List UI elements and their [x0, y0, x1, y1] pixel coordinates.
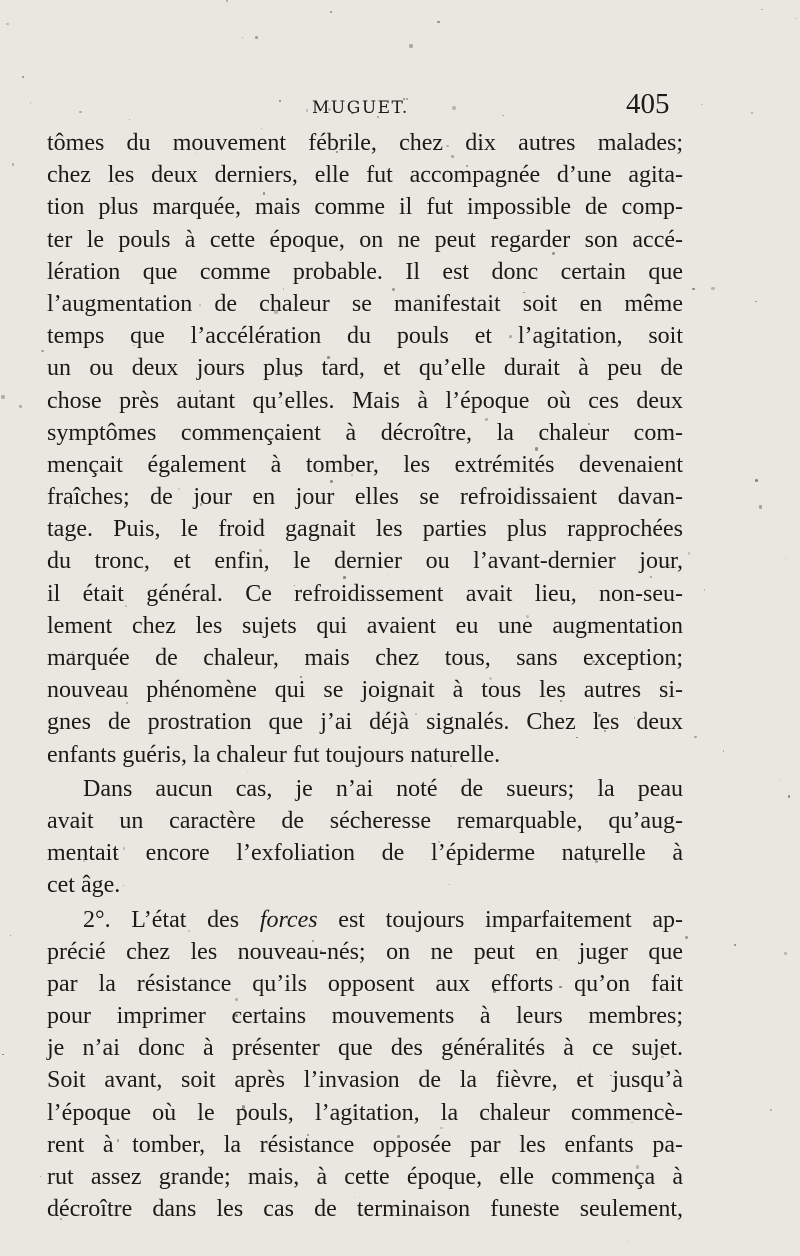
text-line: enfants guéris, la chaleur fut toujours naturelle. [47, 741, 501, 768]
text-line: un ou deux jours plus tard, et qu’elle durait à peu de [47, 355, 683, 382]
paper-speck [704, 589, 706, 591]
paper-speck [711, 287, 715, 291]
paragraph [47, 127, 683, 771]
text-line: Dans aucun cas, je n’ai noté de sueurs; la peau [83, 775, 683, 802]
paper-speck [694, 736, 696, 738]
text-line: précié chez les nouveau-nés; on ne peut en juger que [47, 938, 683, 965]
text-line: nouveau phénomène qui se joignait à tous les autres si- [47, 677, 683, 704]
text-line: mentait encore l’exfoliation de l’épiderme naturelle à [47, 840, 683, 867]
paper-speck [770, 1109, 772, 1111]
page-number: 405 [626, 88, 670, 120]
paper-speck [255, 36, 258, 39]
text-line: tion plus marquée, mais comme il fut impossible de comp- [47, 194, 683, 221]
paper-speck [226, 0, 228, 2]
paragraph [47, 773, 683, 902]
text-line: chose près autant qu’elles. Mais à l’époque où ces deux [47, 387, 683, 414]
paper-speck [755, 479, 758, 482]
paper-speck [19, 405, 21, 407]
paper-speck [41, 350, 43, 352]
text-line: par la résistance qu’ils opposent aux efforts qu’on fait [47, 970, 683, 997]
text-line: l’époque où le pouls, l’agitation, la chaleur commencè- [47, 1099, 683, 1126]
paper-speck [40, 1176, 41, 1177]
text-line: décroître dans les cas de terminaison funeste seulement, [47, 1196, 683, 1223]
text-line: Soit avant, soit après l’invasion de la fièvre, et jusqu’à [47, 1067, 683, 1094]
body-text [47, 127, 683, 1225]
text-line: tage. Puis, le froid gagnait les parties plus rapprochées [47, 516, 683, 543]
text-line: gnes de prostration que j’ai déjà signalés. Chez les deux [47, 709, 683, 736]
text-line: marquée de chaleur, mais chez tous, sans exception; [47, 645, 683, 671]
paper-speck [779, 780, 780, 781]
text-line: cet âge. [47, 872, 121, 899]
page-header [0, 88, 800, 128]
text-line: du tronc, et enfin, le dernier ou l’avant-dernier jour, [47, 548, 683, 575]
paper-speck [784, 952, 787, 955]
paper-speck [409, 44, 412, 47]
paper-speck [22, 76, 24, 78]
paper-speck [759, 505, 762, 508]
paper-speck [692, 288, 695, 291]
text-line: avait un caractère de sécheresse remarquable, qu’aug- [47, 807, 683, 834]
paper-speck [795, 18, 797, 20]
paper-speck [723, 750, 725, 752]
paper-speck [755, 301, 757, 303]
paragraph [47, 904, 683, 1226]
text-span: est toujours imparfaitement ap- [317, 906, 683, 933]
paper-speck [1, 395, 4, 398]
text-line: pour imprimer certains mouvements à leurs membres; [47, 1003, 683, 1030]
paper-speck [785, 558, 786, 559]
text-line: il était général. Ce refroidissement avait lieu, non-seu- [47, 580, 683, 607]
paper-speck [788, 795, 790, 797]
running-head: MUGUET. [312, 98, 409, 118]
text-line: symptômes commençaient à décroître, la chaleur com- [47, 419, 683, 446]
paper-speck [688, 552, 690, 554]
paper-speck [627, 1241, 628, 1242]
text-line: ter le pouls à cette époque, on ne peut regarder son accé- [47, 226, 683, 253]
text-line: mençait également à tomber, les extrémités devenaient [47, 451, 683, 478]
paper-speck [734, 944, 736, 946]
paper-speck [6, 23, 9, 26]
paper-speck [2, 1054, 3, 1055]
text-line: rut assez grande; mais, à cette époque, elle commença à [47, 1164, 683, 1190]
text-line: lement chez les sujets qui avaient eu une augmentation [47, 612, 683, 639]
paper-speck [242, 37, 243, 38]
paper-speck [685, 936, 688, 939]
text-line: fraîches; de jour en jour elles se refroidissaient davan- [47, 484, 683, 511]
paper-speck [761, 9, 763, 11]
paper-speck [330, 11, 332, 13]
text-line: chez les deux derniers, elle fut accompagnée d’une agita- [47, 162, 683, 189]
italic-term: forces [259, 906, 318, 933]
paper-speck [12, 163, 15, 166]
text-line: je n’ai donc à présenter que des généralités à ce sujet. [47, 1035, 683, 1062]
text-line: tômes du mouvement fébrile, chez dix autres malades; [47, 130, 683, 156]
text-line: rent à tomber, la résistance opposée par les enfants pa- [47, 1131, 683, 1158]
text-line: temps que l’accélération du pouls et l’agitation, soit [47, 323, 683, 350]
text-line [47, 904, 683, 936]
text-line: l’augmentation de chaleur se manifestait soit en même [47, 290, 683, 317]
paper-speck [10, 935, 11, 936]
text-span: 2°. L’état des [83, 906, 260, 933]
text-line: lération que comme probable. Il est donc certain que [47, 258, 683, 285]
paper-speck [437, 21, 439, 23]
